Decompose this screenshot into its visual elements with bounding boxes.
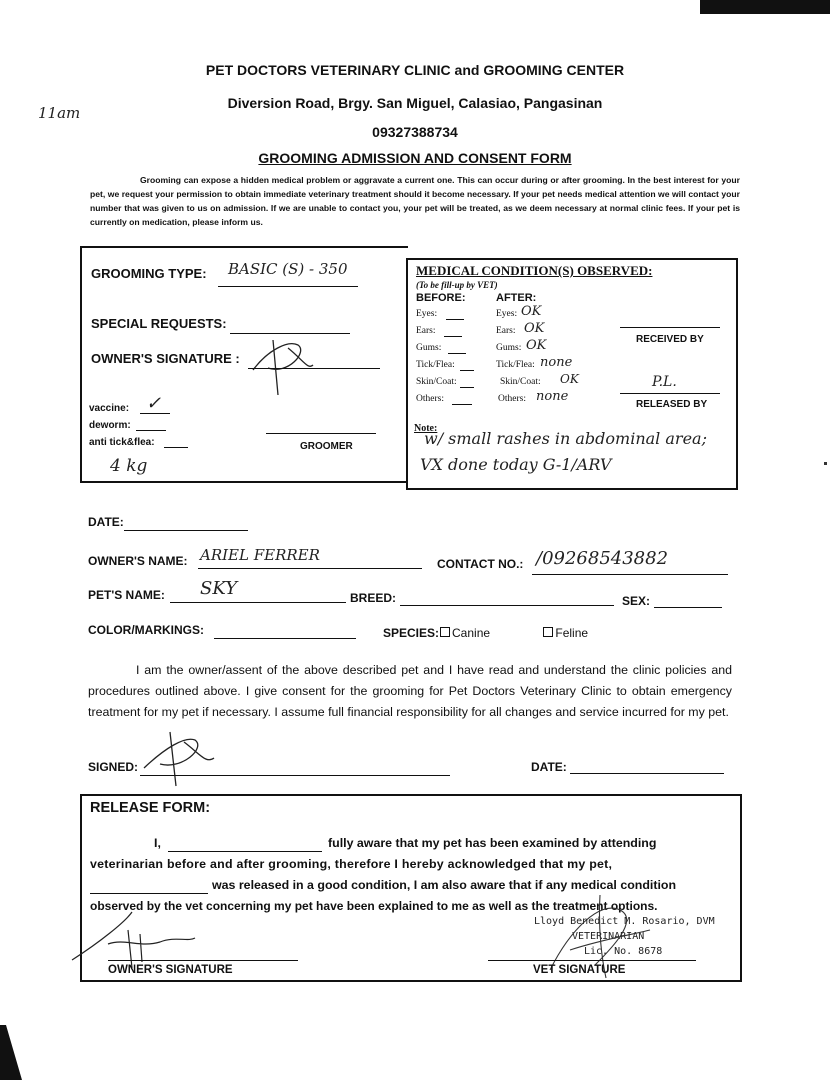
release-line3-text: was released in a good condition, I am also aware that if any medical condition (212, 878, 677, 892)
scan-corner-mark (700, 0, 830, 14)
sex-label: SEX: (622, 594, 651, 608)
after-eyes: Eyes: (496, 309, 518, 319)
contact-line (532, 574, 728, 575)
special-requests-label: SPECIAL REQUESTS: (91, 316, 227, 331)
consent-text: I am the owner/assent of the above described pet and I have read and understand the clinic policies and procedures outlined above. I give consent for the grooming for Pet Doctors Veterinary Clinic to obtain emergency treatment for my pet if necessary. I assume full financial responsibility for all changes and service incurred for my pet. (88, 663, 732, 719)
received-by-line[interactable] (620, 327, 720, 328)
clinic-address: Diversion Road, Brgy. San Miguel, Calasiao, Pangasinan (227, 95, 603, 111)
med-row-ears (416, 321, 616, 342)
form-title: GROOMING ADMISSION AND CONSENT FORM (258, 150, 572, 166)
after-skin-coat: Skin/Coat: (500, 377, 541, 387)
released-by-label: RELEASED BY (636, 399, 708, 410)
medical-title: MEDICAL CONDITION(S) OBSERVED: (416, 263, 653, 278)
before-others-line[interactable] (452, 404, 472, 405)
before-tick-flea: Tick/Flea: (416, 360, 455, 370)
owner-signature-label: OWNER'S SIGNATURE : (91, 351, 240, 366)
date-line[interactable] (124, 530, 248, 531)
before-skin-coat: Skin/Coat: (416, 377, 457, 387)
deworm-label: deworm: (89, 420, 131, 431)
anti-tick-line[interactable] (164, 447, 188, 448)
note-line1[interactable]: w/ small rashes in abdominal area; (424, 429, 707, 448)
after-eyes-value[interactable]: OK (521, 304, 542, 319)
before-eyes: Eyes: (416, 309, 438, 319)
after-tick-flea-value[interactable]: none (540, 355, 573, 370)
signed-label: SIGNED: (88, 760, 139, 774)
vaccine-checkmark[interactable]: ✓ (146, 393, 162, 414)
owner-signature-line[interactable] (248, 368, 380, 369)
after-skin-coat-value[interactable]: OK (560, 372, 579, 386)
stamp-title: VETERINARIAN (572, 931, 645, 942)
consent-date-label: DATE: (531, 760, 567, 774)
after-gums-value[interactable]: OK (526, 338, 547, 353)
after-others: Others: (498, 394, 526, 404)
release-pet-line[interactable] (90, 893, 208, 894)
clinic-phone: 09327388734 (372, 124, 458, 140)
species-label: SPECIES: (383, 626, 440, 640)
canine-label: Canine (452, 626, 491, 640)
vaccine-label: vaccine: (89, 403, 130, 414)
owner-name-label: OWNER'S NAME: (88, 554, 188, 568)
before-ears: Ears: (416, 326, 436, 336)
owner-name-value[interactable]: ARIEL FERRER (200, 546, 320, 564)
before-label: BEFORE: (416, 292, 466, 304)
release-i: I, (154, 836, 161, 850)
canine-checkbox[interactable] (440, 627, 450, 637)
before-eyes-line[interactable] (446, 319, 464, 320)
pet-name-line (170, 602, 346, 603)
owner-release-signature-scribble (70, 902, 200, 972)
released-by-value[interactable]: P.L. (652, 374, 677, 390)
color-line[interactable] (214, 638, 356, 639)
before-tick-flea-line[interactable] (460, 370, 474, 371)
medical-subtitle: (To be fill-up by VET) (416, 280, 498, 290)
after-ears: Ears: (496, 326, 516, 336)
vet-signature-label: VET SIGNATURE (533, 964, 626, 976)
med-row-tick-flea (416, 355, 616, 376)
groomer-line[interactable] (266, 433, 376, 434)
release-line1 (90, 836, 732, 856)
grooming-type-label: GROOMING TYPE: (91, 266, 207, 281)
med-row-eyes (416, 304, 616, 325)
date-label: DATE: (88, 515, 124, 529)
clinic-name: PET DOCTORS VETERINARY CLINIC and GROOMING CENTER (205, 62, 625, 78)
after-ears-value[interactable]: OK (524, 321, 545, 336)
color-label: COLOR/MARKINGS: (88, 623, 204, 637)
after-label: AFTER: (496, 292, 537, 304)
pet-name-label: PET'S NAME: (88, 588, 165, 602)
scan-dot (824, 462, 827, 465)
grooming-type-value[interactable]: BASIC (S) - 350 (228, 260, 348, 278)
release-line2: veterinarian before and after grooming, therefore I hereby acknowledged that my pet, (90, 857, 613, 871)
before-skin-coat-line[interactable] (460, 387, 474, 388)
weight-note: 4 kg (110, 456, 148, 476)
note-label: Note: (414, 423, 438, 434)
contact-value[interactable]: /09268543882 (536, 548, 669, 569)
groomer-label: GROOMER (300, 441, 353, 452)
consent-signature-scribble (140, 718, 220, 788)
before-gums-line[interactable] (448, 353, 466, 354)
owner-name-line (198, 568, 422, 569)
released-by-line (620, 393, 720, 394)
before-others: Others: (416, 394, 444, 404)
vet-signature-line[interactable] (488, 960, 696, 961)
signed-line[interactable] (140, 775, 450, 776)
stamp-name: Lloyd Benedict M. Rosario, DVM (534, 916, 715, 927)
grooming-type-line (218, 286, 358, 287)
feline-checkbox[interactable] (543, 627, 553, 637)
breed-line[interactable] (400, 605, 614, 606)
before-gums: Gums: (416, 343, 442, 353)
after-others-value[interactable]: none (536, 389, 569, 404)
med-row-others (416, 389, 616, 410)
note-line2[interactable]: VX done today G-1/ARV (420, 455, 612, 474)
received-by-label: RECEIVED BY (636, 334, 704, 345)
deworm-line[interactable] (136, 430, 166, 431)
release-line4: observed by the vet concerning my pet have been explained to me as well as the treatment options. (90, 899, 658, 913)
scan-edge-mark (0, 1025, 30, 1080)
before-ears-line[interactable] (444, 336, 462, 337)
consent-date-line[interactable] (570, 773, 724, 774)
breed-label: BREED: (350, 591, 397, 605)
owner-release-signature-label: OWNER'S SIGNATURE (108, 964, 233, 976)
owner-release-signature-line[interactable] (108, 960, 298, 961)
margin-note: 11am (38, 104, 81, 122)
pet-name-value[interactable]: SKY (200, 578, 238, 599)
anti-tick-label: anti tick&flea: (89, 437, 155, 448)
release-line1-end: fully aware that my pet has been examined by attending (328, 836, 657, 850)
after-tick-flea: Tick/Flea: (496, 360, 535, 370)
sex-line[interactable] (654, 607, 722, 608)
med-row-skin-coat (416, 372, 616, 393)
after-gums: Gums: (496, 343, 522, 353)
release-owner-line[interactable] (168, 851, 322, 852)
vaccine-line (140, 413, 170, 414)
release-title: RELEASE FORM: (90, 800, 211, 816)
feline-label: Feline (555, 626, 589, 640)
notice-text: Grooming can expose a hidden medical problem or aggravate a current one. This can occur during or after grooming. In the best interest for your pet, we request your permission to obtain immediate veterinary treatment should it become necessary. If your pet needs medical attention we will contact your number that was given to us on admission. If we are unable to contact you, your pet will be treated, as we deem necessary at normal clinic fees. If your pet is currently on medication, please inform us. (90, 175, 740, 227)
contact-label: CONTACT NO.: (437, 557, 524, 571)
med-row-gums (416, 338, 616, 359)
species-row (383, 626, 588, 640)
stamp-license: Lic. No. 8678 (584, 946, 663, 957)
owner-signature-scribble (248, 330, 318, 400)
